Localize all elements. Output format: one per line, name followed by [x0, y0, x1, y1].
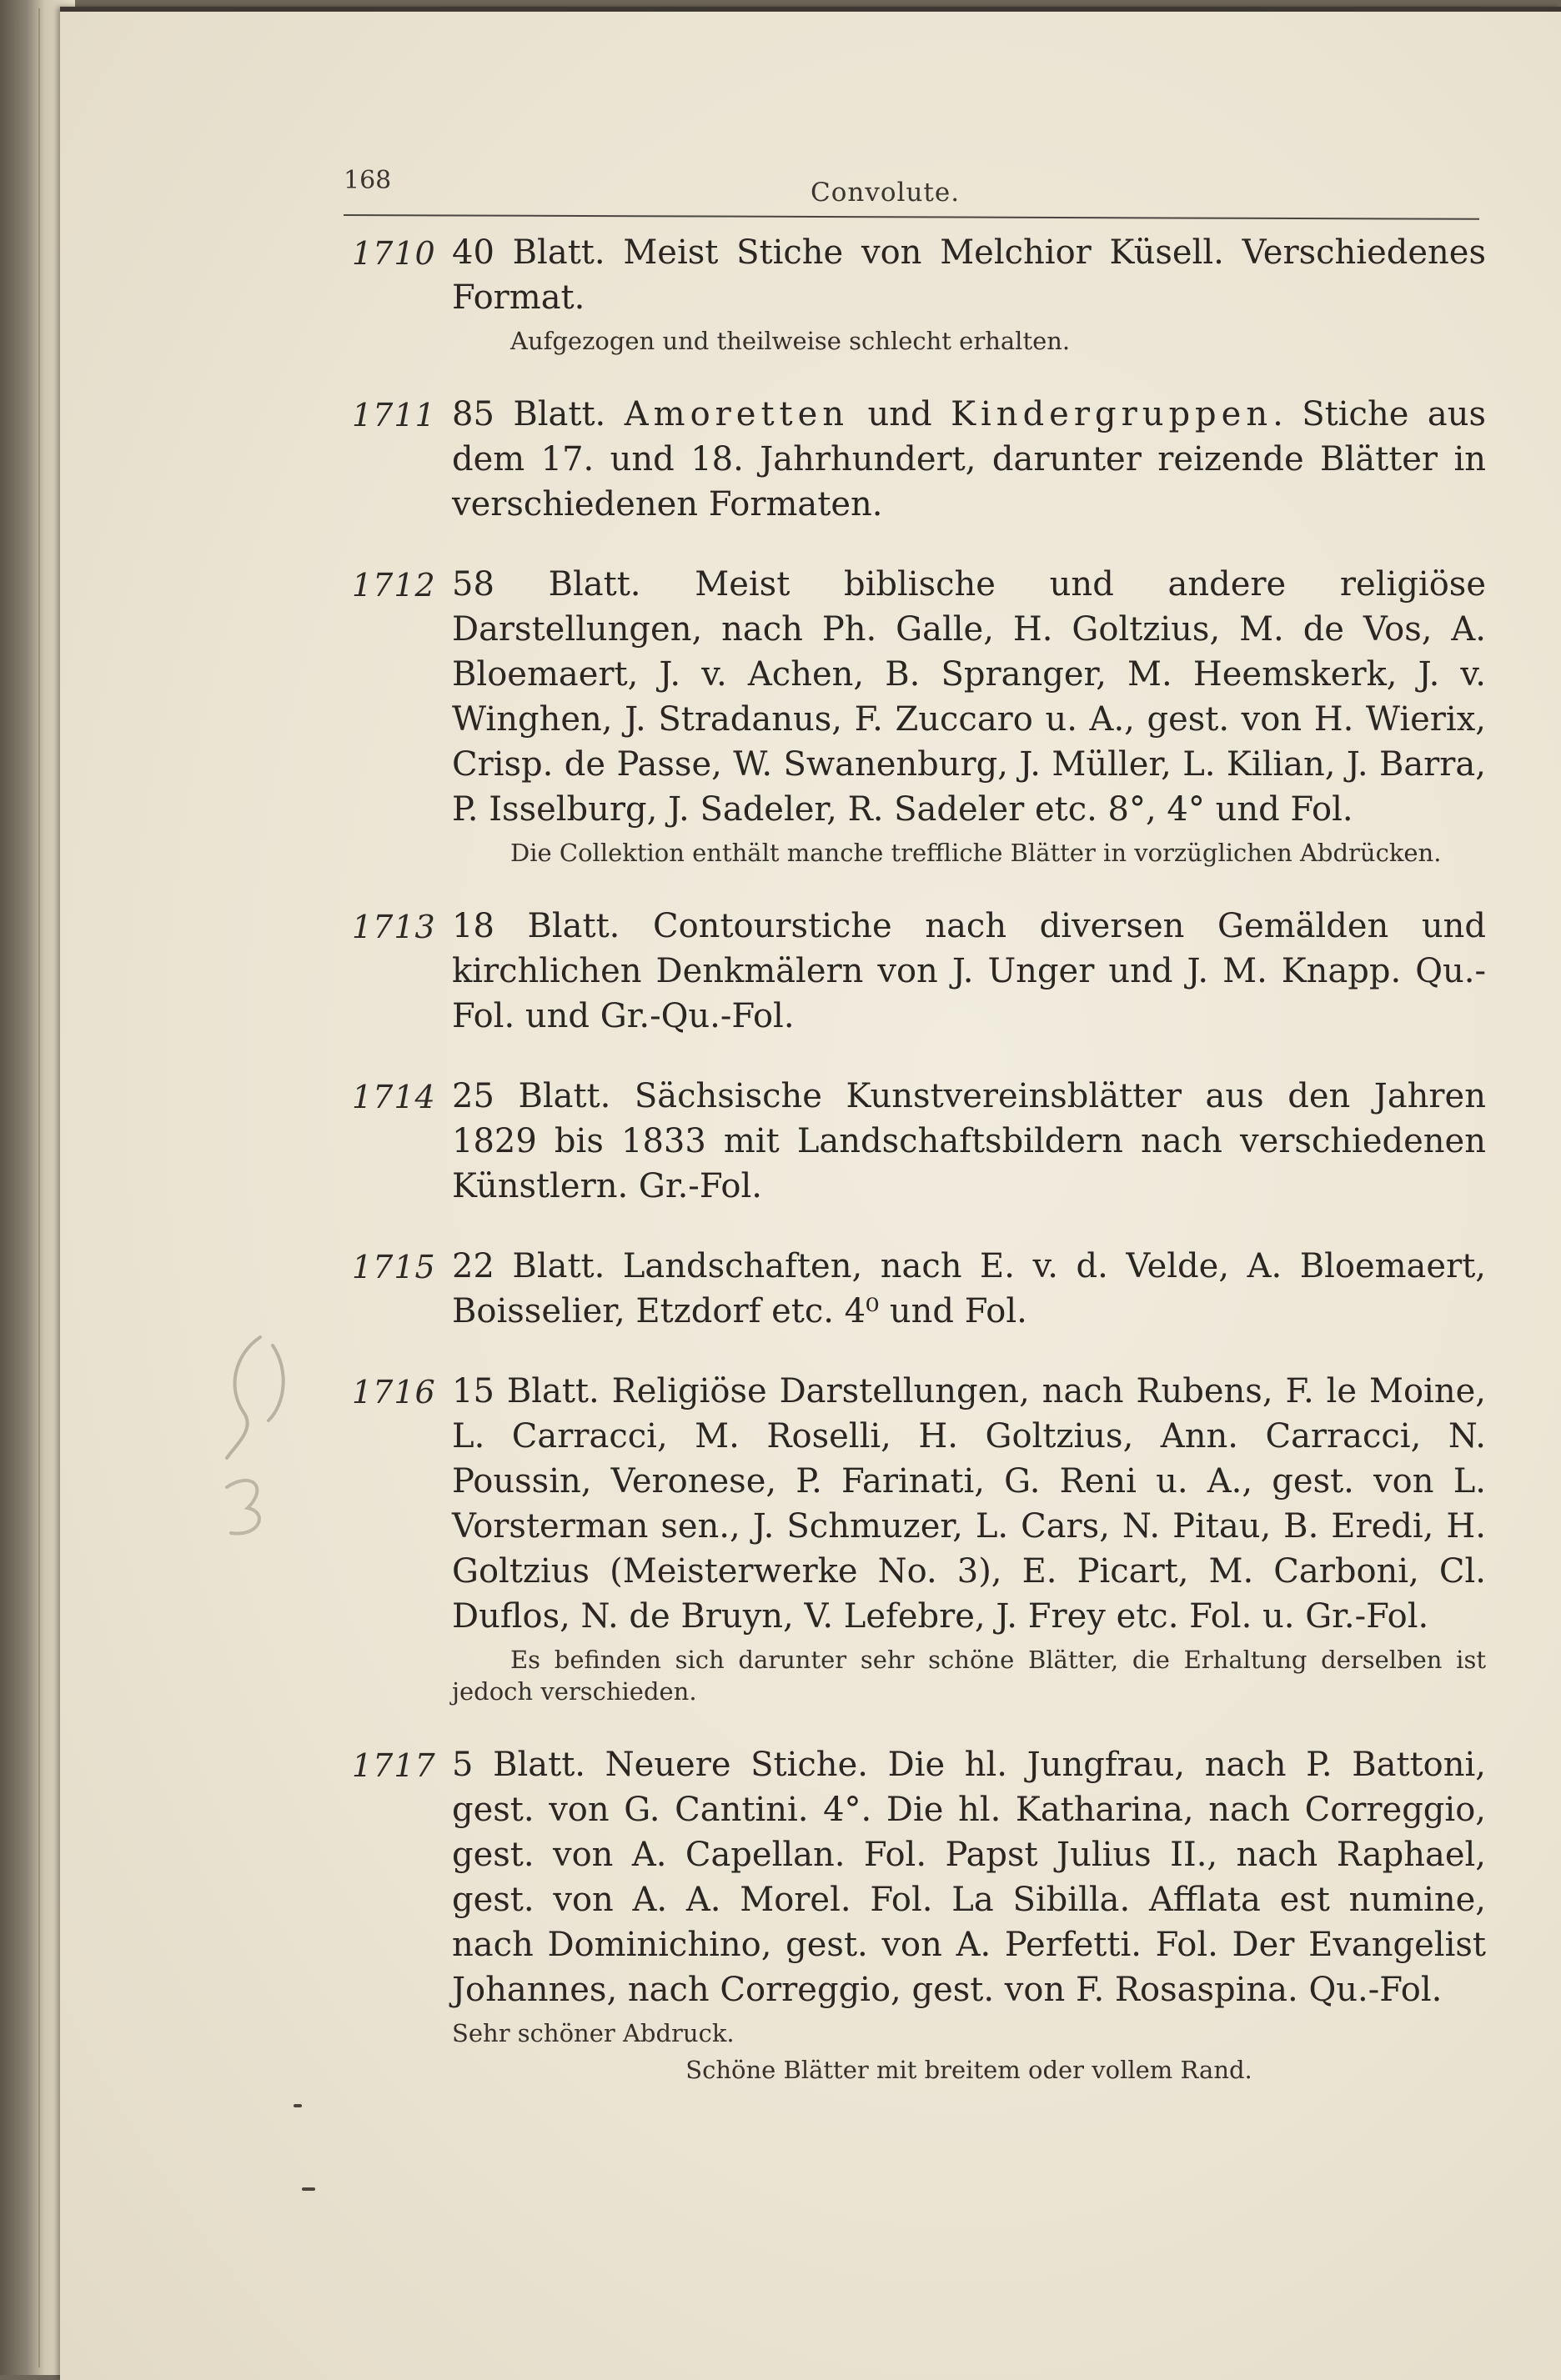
lot-number: 1715 [352, 1249, 436, 1285]
lot-description: 58 Blatt. Meist biblische und andere religiöse Darstellungen, nach Ph. Galle, H. Goltzius, M. de Vos, A. Bloemaert, J. v. Achen, B. Spranger, M. Heemskerk, J. v. Winghen, J. Stradanus, F. Zuccaro u. A., gest. von H. Wierix, Crisp. de Passe, W. Swanenburg, J. Müller, L. Kilian, J. Barra, P. Isselburg, J. Sadeler, R. Sadeler etc. 8°, 4° und Fol. [452, 565, 1486, 829]
page-number: 168 [344, 166, 392, 195]
lot-note: Die Collektion enthält manche treffliche Blätter in vorzüglichen Abdrücken. [510, 839, 1442, 867]
lot-note: Sehr schöner Abdruck. [452, 2019, 735, 2047]
pencil-mark-icon [210, 1320, 302, 1554]
lot-number: 1712 [352, 567, 436, 604]
lot-description: 5 Blatt. Neuere Stiche. Die hl. Jungfrau, nach P. Battoni, gest. von G. Cantini. 4°. Die hl. Katharina, nach Correggio, gest. von A. Capellan. Fol. Papst Julius II., nach Raphael, gest. von A. A. Morel. Fol. La Sibilla. Afflata est numine, nach Dominichino, gest. von A. Perfetti. Fol. Der Evangelist Johannes, nach Correggio, gest. von F. Rosaspina. Qu.-Fol. [452, 1746, 1486, 2009]
lot-number: 1711 [352, 397, 436, 433]
catalog-entry-1714 [352, 1074, 1486, 1209]
catalog-entry-1710 [352, 230, 1486, 357]
catalog-entry-1716 [352, 1369, 1486, 1707]
catalog-entry-1717 [352, 1742, 1486, 2086]
lot-text-part: 85 Blatt. [452, 395, 625, 433]
catalog-entries [352, 230, 1486, 2121]
catalog-page [60, 7, 1561, 2380]
lot-number: 1710 [352, 235, 436, 272]
lot-description: 40 Blatt. Meist Stiche von Melchior Küsell. Verschiedenes Format. [452, 233, 1486, 317]
lot-note: Schöne Blätter mit breitem oder vollem Rand. [685, 2056, 1252, 2084]
catalog-entry-1711 [352, 392, 1486, 527]
page-header [344, 166, 1478, 216]
lot-number: 1717 [352, 1747, 436, 1784]
lot-text-part: und [849, 395, 951, 433]
lot-description: 15 Blatt. Religiöse Darstellungen, nach Rubens, F. le Moine, L. Carracci, M. Roselli, H. Goltzius, Ann. Carracci, N. Poussin, Veronese, P. Farinati, G. Reni u. A., gest. von L. Vorsterman sen., J. Schmuzer, L. Cars, N. Pitau, B. Eredi, H. Goltzius (Meisterwerke No. 3), E. Picart, M. Carboni, Cl. Duflos, N. de Bruyn, V. Lefebre, J. Frey etc. Fol. u. Gr.-Fol. [452, 1372, 1486, 1636]
catalog-entry-1712 [352, 562, 1486, 869]
lot-text-part: . Stiche aus dem 17. und 18. Jahrhundert, darunter reizende Blätter in verschiedenen Formaten. [452, 395, 1487, 524]
lot-number: 1714 [352, 1079, 436, 1115]
catalog-entry-1713 [352, 904, 1486, 1039]
lot-description: 22 Blatt. Landschaften, nach E. v. d. Velde, A. Bloemaert, Boisselier, Etzdorf etc. 4⁰ und Fol. [452, 1247, 1486, 1330]
ink-speck [302, 2187, 315, 2191]
lot-subject-spaced: Kindergruppen [951, 395, 1273, 433]
page-edge-line [15, 25, 17, 2351]
lot-description: 18 Blatt. Contourstiche nach diversen Gemälden und kirchlichen Denkmälern von J. Unger und J. M. Knapp. Qu.-Fol. und Gr.-Qu.-Fol. [452, 907, 1486, 1035]
running-head: Convolute. [811, 178, 961, 208]
lot-subject-spaced: Amoretten [624, 395, 850, 433]
lot-description: 25 Blatt. Sächsische Kunstvereinsblätter aus den Jahren 1829 bis 1833 mit Landschaftsbildern nach verschiedenen Künstlern. Gr.-Fol. [452, 1077, 1486, 1205]
lot-description [452, 392, 1486, 527]
lot-number: 1716 [352, 1374, 436, 1410]
lot-note: Es befinden sich darunter sehr schöne Blätter, die Erhaltung derselben ist jedoch verschieden. [452, 1646, 1486, 1706]
lot-number: 1713 [352, 909, 436, 945]
lot-note: Aufgezogen und theilweise schlecht erhalten. [510, 327, 1071, 355]
ink-speck [294, 2104, 302, 2107]
catalog-entry-1715 [352, 1244, 1486, 1334]
page-edge-line [38, 8, 40, 2367]
